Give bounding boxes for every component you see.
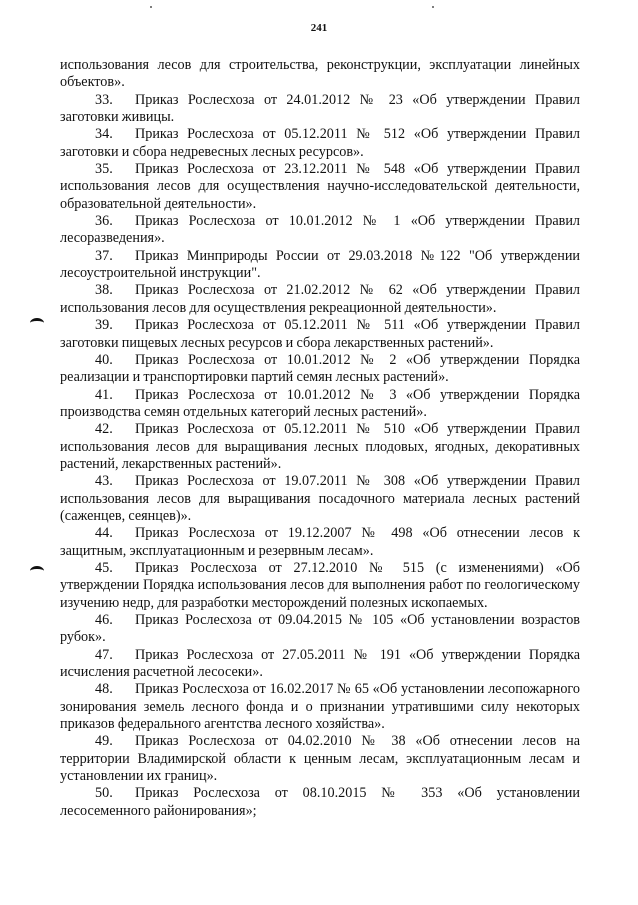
- document-body: [60, 57, 580, 820]
- item-text: Приказ Рослесхоза от 09.04.2015 № 105 «Об установлении возрастов рубок».: [60, 612, 580, 646]
- item-number: 48.: [95, 681, 113, 698]
- list-item: [60, 647, 580, 682]
- item-number: 36.: [95, 213, 113, 230]
- scan-speck: [432, 6, 434, 8]
- binding-hole-mark: [30, 566, 44, 576]
- item-number: 35.: [95, 161, 113, 178]
- list-item: [60, 352, 580, 387]
- item-text: Приказ Рослесхоза от 27.05.2011 № 191 «Об утверждении Порядка исчисления расчетной лесосеки».: [60, 646, 580, 681]
- item-text: Приказ Рослесхоза от 05.12.2011 № 511 «Об утверждении Правил заготовки пищевых лесных ресурсов и сбора лекарственных растений».: [60, 317, 580, 351]
- list-item: [60, 560, 580, 612]
- item-number: 45.: [95, 559, 113, 576]
- item-text: Приказ Рослесхоза от 16.02.2017 № 65 «Об установлении лесопожарного зонирования земель лесного фонда и о признании утратившими силу некоторых приказов федерального агентства лесного хозяйства».: [60, 681, 580, 733]
- item-number: 42.: [95, 421, 113, 438]
- page-number: 241: [310, 22, 328, 34]
- item-number: 40.: [95, 351, 113, 368]
- list-item: [60, 248, 580, 283]
- item-number: 44.: [95, 525, 113, 542]
- item-number: 33.: [95, 91, 113, 108]
- item-text: Приказ Рослесхоза от 10.01.2012 № 1 «Об утверждении Правил лесоразведения».: [60, 213, 580, 247]
- item-number: 37.: [95, 247, 113, 264]
- list-item: [60, 387, 580, 422]
- list-item: [60, 785, 580, 820]
- list-item: [60, 92, 580, 127]
- item-number: 49.: [95, 733, 113, 750]
- list-item: [60, 213, 580, 248]
- item-text: Приказ Рослесхоза от 19.12.2007 № 498 «Об отнесении лесов к защитным, эксплуатационным и резервным лесам».: [60, 525, 580, 559]
- list-item: [60, 733, 580, 785]
- list-item: [60, 126, 580, 161]
- item-text: Приказ Рослесхоза от 27.12.2010 № 515 (с изменениями) «Об утверждении Порядка использования лесов для выполнения работ по геологическому изучению недр, для разработки месторождений полезных ископаемых.: [60, 559, 580, 611]
- item-number: 50.: [95, 785, 113, 802]
- binding-hole-mark: [30, 318, 44, 328]
- item-text: Приказ Рослесхоза от 10.01.2012 № 2 «Об утверждении Порядка реализации и транспортировки партий семян лесных растений».: [60, 351, 580, 386]
- item-text: Приказ Минприроды России от 29.03.2018 №122 "Об утверждении лесоустроительной инструкции".: [60, 247, 580, 282]
- order-list: [60, 92, 580, 820]
- item-number: 41.: [95, 386, 113, 403]
- list-item: [60, 282, 580, 317]
- continuation-paragraph: использования лесов для строительства, реконструкции, эксплуатации линейных объектов».: [60, 57, 580, 91]
- item-text: Приказ Рослесхоза от 08.10.2015 № 353 «Об установлении лесосеменного районирования»;: [60, 785, 580, 819]
- item-text: Приказ Рослесхоза от 23.12.2011 № 548 «Об утверждении Правил использования лесов для осуществления научно-исследовательской деятельности, образовательной деятельности».: [60, 161, 580, 212]
- item-text: Приказ Рослесхоза от 04.02.2010 № 38 «Об отнесении лесов на территории Владимирской области к ценным лесам, эксплуатационным лесам и установлении их границ».: [60, 733, 580, 785]
- list-item: [60, 421, 580, 473]
- list-item: [60, 525, 580, 560]
- list-item: [60, 161, 580, 213]
- item-text: Приказ Рослесхоза от 19.07.2011 № 308 «Об утверждении Правил использования лесов для выращивания посадочного материала лесных растений (саженцев, сеянцев)».: [60, 473, 580, 524]
- item-number: 47.: [95, 646, 113, 663]
- item-text: Приказ Рослесхоза от 10.01.2012 № 3 «Об утверждении Порядка производства семян отдельных категорий лесных растений».: [60, 386, 580, 420]
- item-number: 38.: [95, 282, 113, 299]
- item-text: Приказ Рослесхоза от 05.12.2011 № 510 «Об утверждении Правил использования лесов для выращивания лесных плодовых, ягодных, декоративных растений, лекарственных растений».: [60, 421, 580, 472]
- item-number: 46.: [95, 612, 113, 628]
- scan-speck: [150, 6, 152, 8]
- item-number: 34.: [95, 126, 113, 143]
- list-item: [60, 681, 580, 733]
- list-item: [60, 612, 580, 647]
- item-text: Приказ Рослесхоза от 21.02.2012 № 62 «Об утверждении Правил использования лесов для осуществления рекреационной деятельности».: [60, 282, 580, 316]
- item-number: 43.: [95, 473, 113, 490]
- item-text: Приказ Рослесхоза от 05.12.2011 № 512 «Об утверждении Правил заготовки и сбора недревесных лесных ресурсов».: [60, 126, 580, 160]
- list-item: [60, 473, 580, 525]
- item-number: 39.: [95, 317, 113, 334]
- item-text: Приказ Рослесхоза от 24.01.2012 № 23 «Об утверждении Правил заготовки живицы.: [60, 91, 580, 126]
- list-item: [60, 317, 580, 352]
